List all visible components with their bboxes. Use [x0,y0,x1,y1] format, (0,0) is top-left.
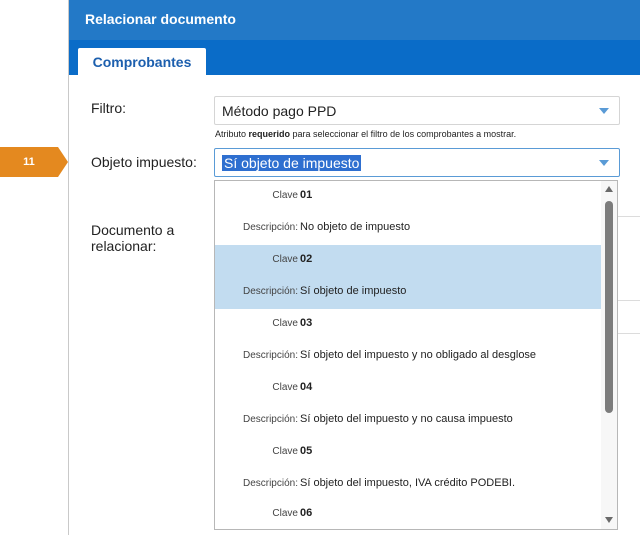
dropdown-clave-row[interactable]: Clave 06 [272,507,313,519]
filtro-help-text: Atributo requerido para seleccionar el filtro de los comprobantes a mostrar. [215,129,517,139]
chevron-down-icon[interactable] [599,108,609,114]
dropdown-clave-row[interactable]: Clave 01 [272,189,313,201]
dropdown-descripcion-row[interactable]: Descripción: Sí objeto del impuesto y no causa impuesto [242,413,513,425]
objeto-impuesto-value: Sí objeto de impuesto [224,155,360,171]
step-badge-arrow [58,147,68,177]
filtro-select[interactable] [214,96,620,125]
tab-strip [69,40,640,75]
dropdown-descripcion-row[interactable]: Descripción: No objeto de impuesto [242,221,411,233]
filtro-label: Filtro: [91,100,126,116]
tab-comprobantes[interactable]: Comprobantes [78,48,206,75]
dropdown-scrollbar[interactable] [601,181,617,529]
objeto-impuesto-select[interactable] [214,148,620,177]
documento-label: Documento a [91,222,175,238]
dropdown-descripcion-row-selected[interactable]: Descripción: Sí objeto de impuesto [215,277,601,309]
objeto-impuesto-dropdown[interactable] [214,180,618,530]
dropdown-clave-row[interactable]: Clave 03 [272,317,313,329]
dialog-title: Relacionar documento [69,0,640,40]
chevron-down-icon[interactable] [599,160,609,166]
dropdown-clave-row[interactable]: Clave 05 [272,445,313,457]
dropdown-clave-row[interactable]: Clave 04 [272,381,313,393]
scroll-up-icon[interactable] [605,186,613,192]
scroll-down-icon[interactable] [605,517,613,523]
documento-label-2: relacionar: [91,238,157,254]
step-badge: 11 [0,147,58,177]
scroll-thumb[interactable] [605,201,613,413]
objeto-impuesto-label: Objeto impuesto: [91,154,197,170]
dropdown-descripcion-row[interactable]: Descripción: Sí objeto del impuesto y no obligado al desglose [242,349,537,361]
dropdown-descripcion-row[interactable]: Descripción: Sí objeto del impuesto, IVA crédito PODEBI. [242,477,516,489]
filtro-value: Método pago PPD [222,103,337,119]
dropdown-clave-row-selected[interactable]: Clave 02 [215,245,601,277]
